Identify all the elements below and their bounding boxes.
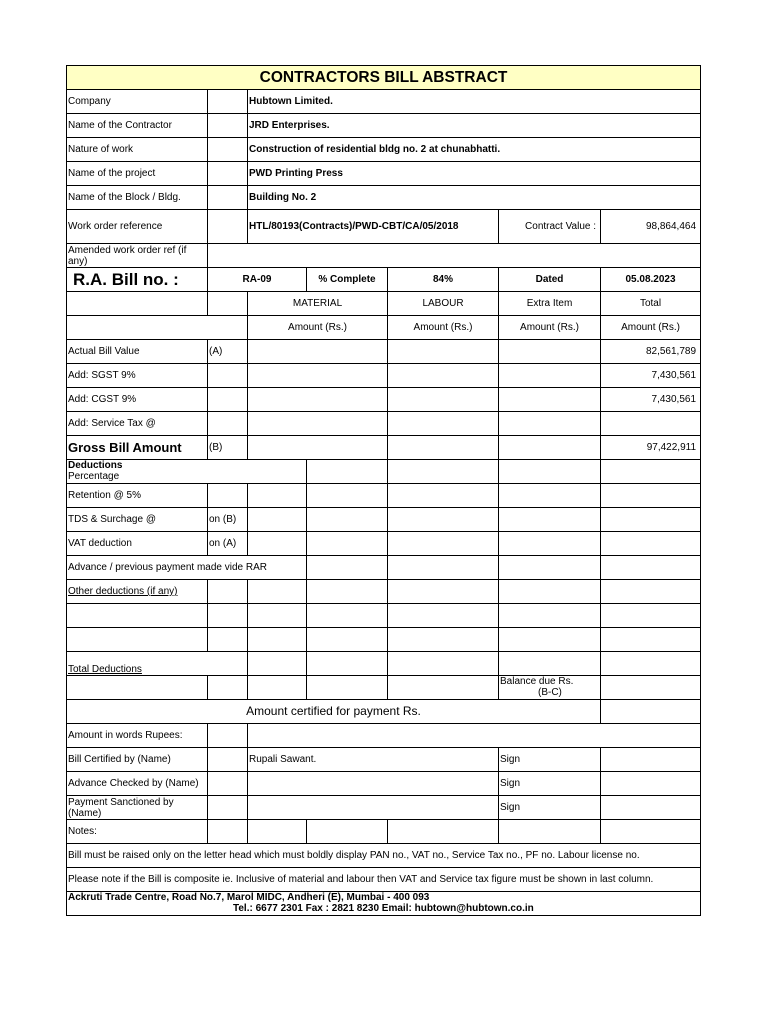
- payment-sanctioned-sign: Sign: [499, 796, 601, 820]
- vat-row: [67, 532, 701, 556]
- deductions-title: Deductions: [68, 460, 123, 471]
- payment-sanctioned-row: [67, 796, 701, 820]
- nature-label: Nature of work: [67, 138, 208, 162]
- nature-value: Construction of residential bldg no. 2 at chunabhatti.: [248, 138, 701, 162]
- dated-label: Dated: [499, 268, 601, 292]
- amended-label: Amended work order ref (if any): [67, 244, 208, 268]
- gross-bill-label: Gross Bill Amount: [67, 436, 208, 460]
- note-letterhead-row: [67, 844, 701, 868]
- company-value: Hubtown Limited.: [248, 90, 701, 114]
- cgst-total: 7,430,561: [601, 388, 701, 412]
- advance-checked-label: Advance Checked by (Name): [67, 772, 208, 796]
- retention-label: Retention @ 5%: [67, 484, 208, 508]
- material-amount-header: Amount (Rs.): [248, 316, 388, 340]
- project-row: [67, 162, 701, 186]
- contractor-label: Name of the Contractor: [67, 114, 208, 138]
- advance-checked-row: [67, 772, 701, 796]
- work-order-row: [67, 210, 701, 244]
- actual-bill-label: Actual Bill Value: [67, 340, 208, 364]
- block-value: Building No. 2: [248, 186, 701, 210]
- nature-row: [67, 138, 701, 162]
- other-deductions-label: Other deductions (if any): [67, 580, 208, 604]
- notes-row: [67, 820, 701, 844]
- note-composite-row: [67, 868, 701, 892]
- vat-label: VAT deduction: [67, 532, 208, 556]
- extra-amount-header: Amount (Rs.): [499, 316, 601, 340]
- ra-bill-label: R.A. Bill no. :: [67, 268, 208, 292]
- other-deductions-row: [67, 580, 701, 604]
- dated-value: 05.08.2023: [601, 268, 701, 292]
- labour-amount-header: Amount (Rs.): [388, 316, 499, 340]
- ra-bill-value: RA-09: [208, 268, 307, 292]
- project-label: Name of the project: [67, 162, 208, 186]
- material-header: MATERIAL: [248, 292, 388, 316]
- cgst-label: Add: CGST 9%: [67, 388, 208, 412]
- tds-on: on (B): [208, 508, 248, 532]
- work-order-value: HTL/80193(Contracts)/PWD-CBT/CA/05/2018: [248, 210, 499, 244]
- project-value: PWD Printing Press: [248, 162, 701, 186]
- note-composite: Please note if the Bill is composite ie. Inclusive of material and labour then VAT and Service tax figure must be shown in last column.: [67, 868, 701, 892]
- bill-certified-sign: Sign: [499, 748, 601, 772]
- total-amount-header: Amount (Rs.): [601, 316, 701, 340]
- payment-sanctioned-label: Payment Sanctioned by (Name): [67, 796, 208, 820]
- contact-line: Tel.: 6677 2301 Fax : 2821 8230 Email: hubtown@hubtown.co.in: [233, 903, 534, 914]
- complete-label: % Complete: [307, 268, 388, 292]
- bill-certified-name: Rupali Sawant.: [248, 748, 499, 772]
- tds-row: [67, 508, 701, 532]
- actual-bill-row: [67, 340, 701, 364]
- amount-words-row: [67, 724, 701, 748]
- gross-bill-total: 97,422,911: [601, 436, 701, 460]
- deductions-percentage: Percentage: [68, 471, 120, 482]
- balance-sub: (B-C): [538, 687, 562, 698]
- amount-words-label: Amount in words Rupees:: [67, 724, 208, 748]
- bill-certified-row: [67, 748, 701, 772]
- blank-deduction-row: [67, 628, 701, 652]
- address-row: [67, 892, 701, 916]
- block-label: Name of the Block / Bldg.: [67, 186, 208, 210]
- company-label: Company: [67, 90, 208, 114]
- address-line: Ackruti Trade Centre, Road No.7, Marol MIDC, Andheri (E), Mumbai - 400 093: [68, 892, 430, 903]
- work-order-label: Work order reference: [67, 210, 208, 244]
- gross-bill-row: [67, 436, 701, 460]
- tds-label: TDS & Surchage @: [67, 508, 208, 532]
- advance-row: [67, 556, 701, 580]
- bill-abstract-sheet: [66, 65, 700, 916]
- actual-bill-total: 82,561,789: [601, 340, 701, 364]
- amount-certified-row: [67, 700, 701, 724]
- sgst-row: [67, 364, 701, 388]
- column-header-row: [67, 292, 701, 316]
- page-title: CONTRACTORS BILL ABSTRACT: [67, 66, 701, 90]
- block-row: [67, 186, 701, 210]
- total-header: Total: [601, 292, 701, 316]
- extra-item-header: Extra Item: [499, 292, 601, 316]
- complete-value: 84%: [388, 268, 499, 292]
- advance-checked-sign: Sign: [499, 772, 601, 796]
- balance-row: [67, 676, 701, 700]
- service-tax-row: [67, 412, 701, 436]
- contractor-row: [67, 114, 701, 138]
- amount-header-row: [67, 316, 701, 340]
- balance-label: Balance due Rs.: [500, 676, 574, 687]
- advance-label: Advance / previous payment made vide RAR: [67, 556, 307, 580]
- total-deductions-row: [67, 652, 701, 676]
- notes-label: Notes:: [67, 820, 208, 844]
- contractor-value: JRD Enterprises.: [248, 114, 701, 138]
- blank-deduction-row: [67, 604, 701, 628]
- bill-certified-label: Bill Certified by (Name): [67, 748, 208, 772]
- contract-value: 98,864,464: [601, 210, 701, 244]
- vat-on: on (A): [208, 532, 248, 556]
- total-deductions-label: Total Deductions: [68, 664, 142, 675]
- bill-abstract-table: [66, 65, 701, 916]
- labour-header: LABOUR: [388, 292, 499, 316]
- amount-certified-label: Amount certified for payment Rs.: [67, 700, 601, 724]
- sgst-label: Add: SGST 9%: [67, 364, 208, 388]
- gross-bill-tag: (B): [208, 436, 248, 460]
- actual-bill-tag: (A): [208, 340, 248, 364]
- retention-row: [67, 484, 701, 508]
- deductions-row: [67, 460, 701, 484]
- cgst-row: [67, 388, 701, 412]
- amended-row: [67, 244, 701, 268]
- sgst-total: 7,430,561: [601, 364, 701, 388]
- contract-value-label: Contract Value :: [499, 210, 601, 244]
- company-row: [67, 90, 701, 114]
- note-letterhead: Bill must be raised only on the letter head which must boldly display PAN no., VAT no., Service Tax no., PF no. Labour license no.: [67, 844, 701, 868]
- ra-bill-row: [67, 268, 701, 292]
- service-tax-label: Add: Service Tax @: [67, 412, 208, 436]
